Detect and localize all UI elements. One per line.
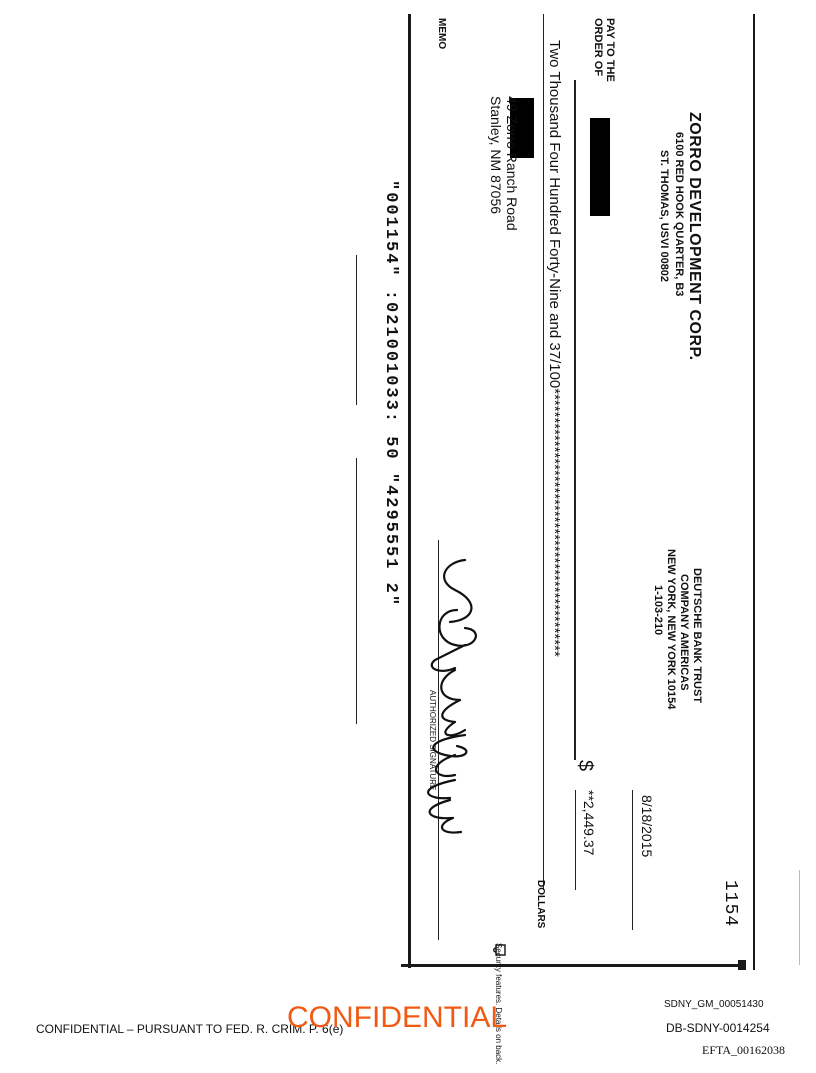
scan-edge: [799, 870, 800, 965]
payee-address-line-1: 49 Zorro Ranch Road: [504, 96, 520, 231]
check-border-bottom: [401, 964, 746, 967]
company-address-line-1: 6100 RED HOOK QUARTER, B3: [673, 132, 685, 297]
memo-label: MEMO: [436, 18, 447, 50]
sdny-bates-number: SDNY_GM_00051430: [664, 999, 764, 1010]
check-date: 8/18/2015: [639, 795, 655, 858]
security-features-note: Security features. Details on back.: [494, 943, 503, 1065]
micr-line: "001154" :021001033: 50 "4295551 2": [381, 180, 400, 608]
signature-image: [395, 550, 515, 840]
efta-bates-number: EFTA_00162038: [702, 1043, 786, 1057]
footer-confidential-notice: CONFIDENTIAL – PURSUANT TO FED. R. CRIM. P. 6(e): [36, 1022, 344, 1036]
date-line: [632, 790, 633, 930]
amount-line: [575, 790, 576, 890]
check-amount: **2,449.37: [581, 790, 597, 856]
pay-to-label: [592, 18, 616, 82]
bank-line-2: COMPANY AMERICAS: [678, 574, 690, 691]
check-border-corner: [738, 960, 746, 970]
dollar-sign: $: [574, 760, 596, 772]
company-name: ZORRO DEVELOPMENT CORP.: [686, 112, 703, 361]
confidential-stamp: CONFIDENTIAL: [287, 1001, 508, 1034]
dollars-label: DOLLARS: [535, 880, 546, 929]
bank-routing-fraction: 1-103-210: [652, 585, 664, 636]
memo-line: [356, 255, 357, 405]
micr-guide-line: [356, 458, 357, 724]
check-number: 1154: [720, 880, 740, 928]
db-bates-number: DB-SDNY-0014254: [666, 1021, 770, 1035]
payee-address-line-2: Stanley, NM 87056: [488, 96, 504, 215]
bank-line-3: NEW YORK, NEW YORK 10154: [665, 549, 677, 710]
check-border-right: [753, 14, 755, 970]
authorized-signature-label: AUTHORIZED SIGNATURE: [428, 690, 437, 791]
company-address-line-2: ST. THOMAS, USVI 00802: [658, 150, 670, 283]
pay-to-label-line-1: PAY TO THE: [604, 18, 616, 82]
pay-to-label-line-2: ORDER OF: [592, 18, 604, 77]
payee-line: [574, 80, 576, 760]
amount-words-line: [543, 14, 544, 890]
amount-in-words: Two Thousand Four Hundred Forty-Nine and 37/100**********************************************: [546, 40, 563, 657]
payee-name-redaction: [590, 118, 610, 216]
bank-line-1: DEUTSCHE BANK TRUST: [691, 568, 703, 704]
